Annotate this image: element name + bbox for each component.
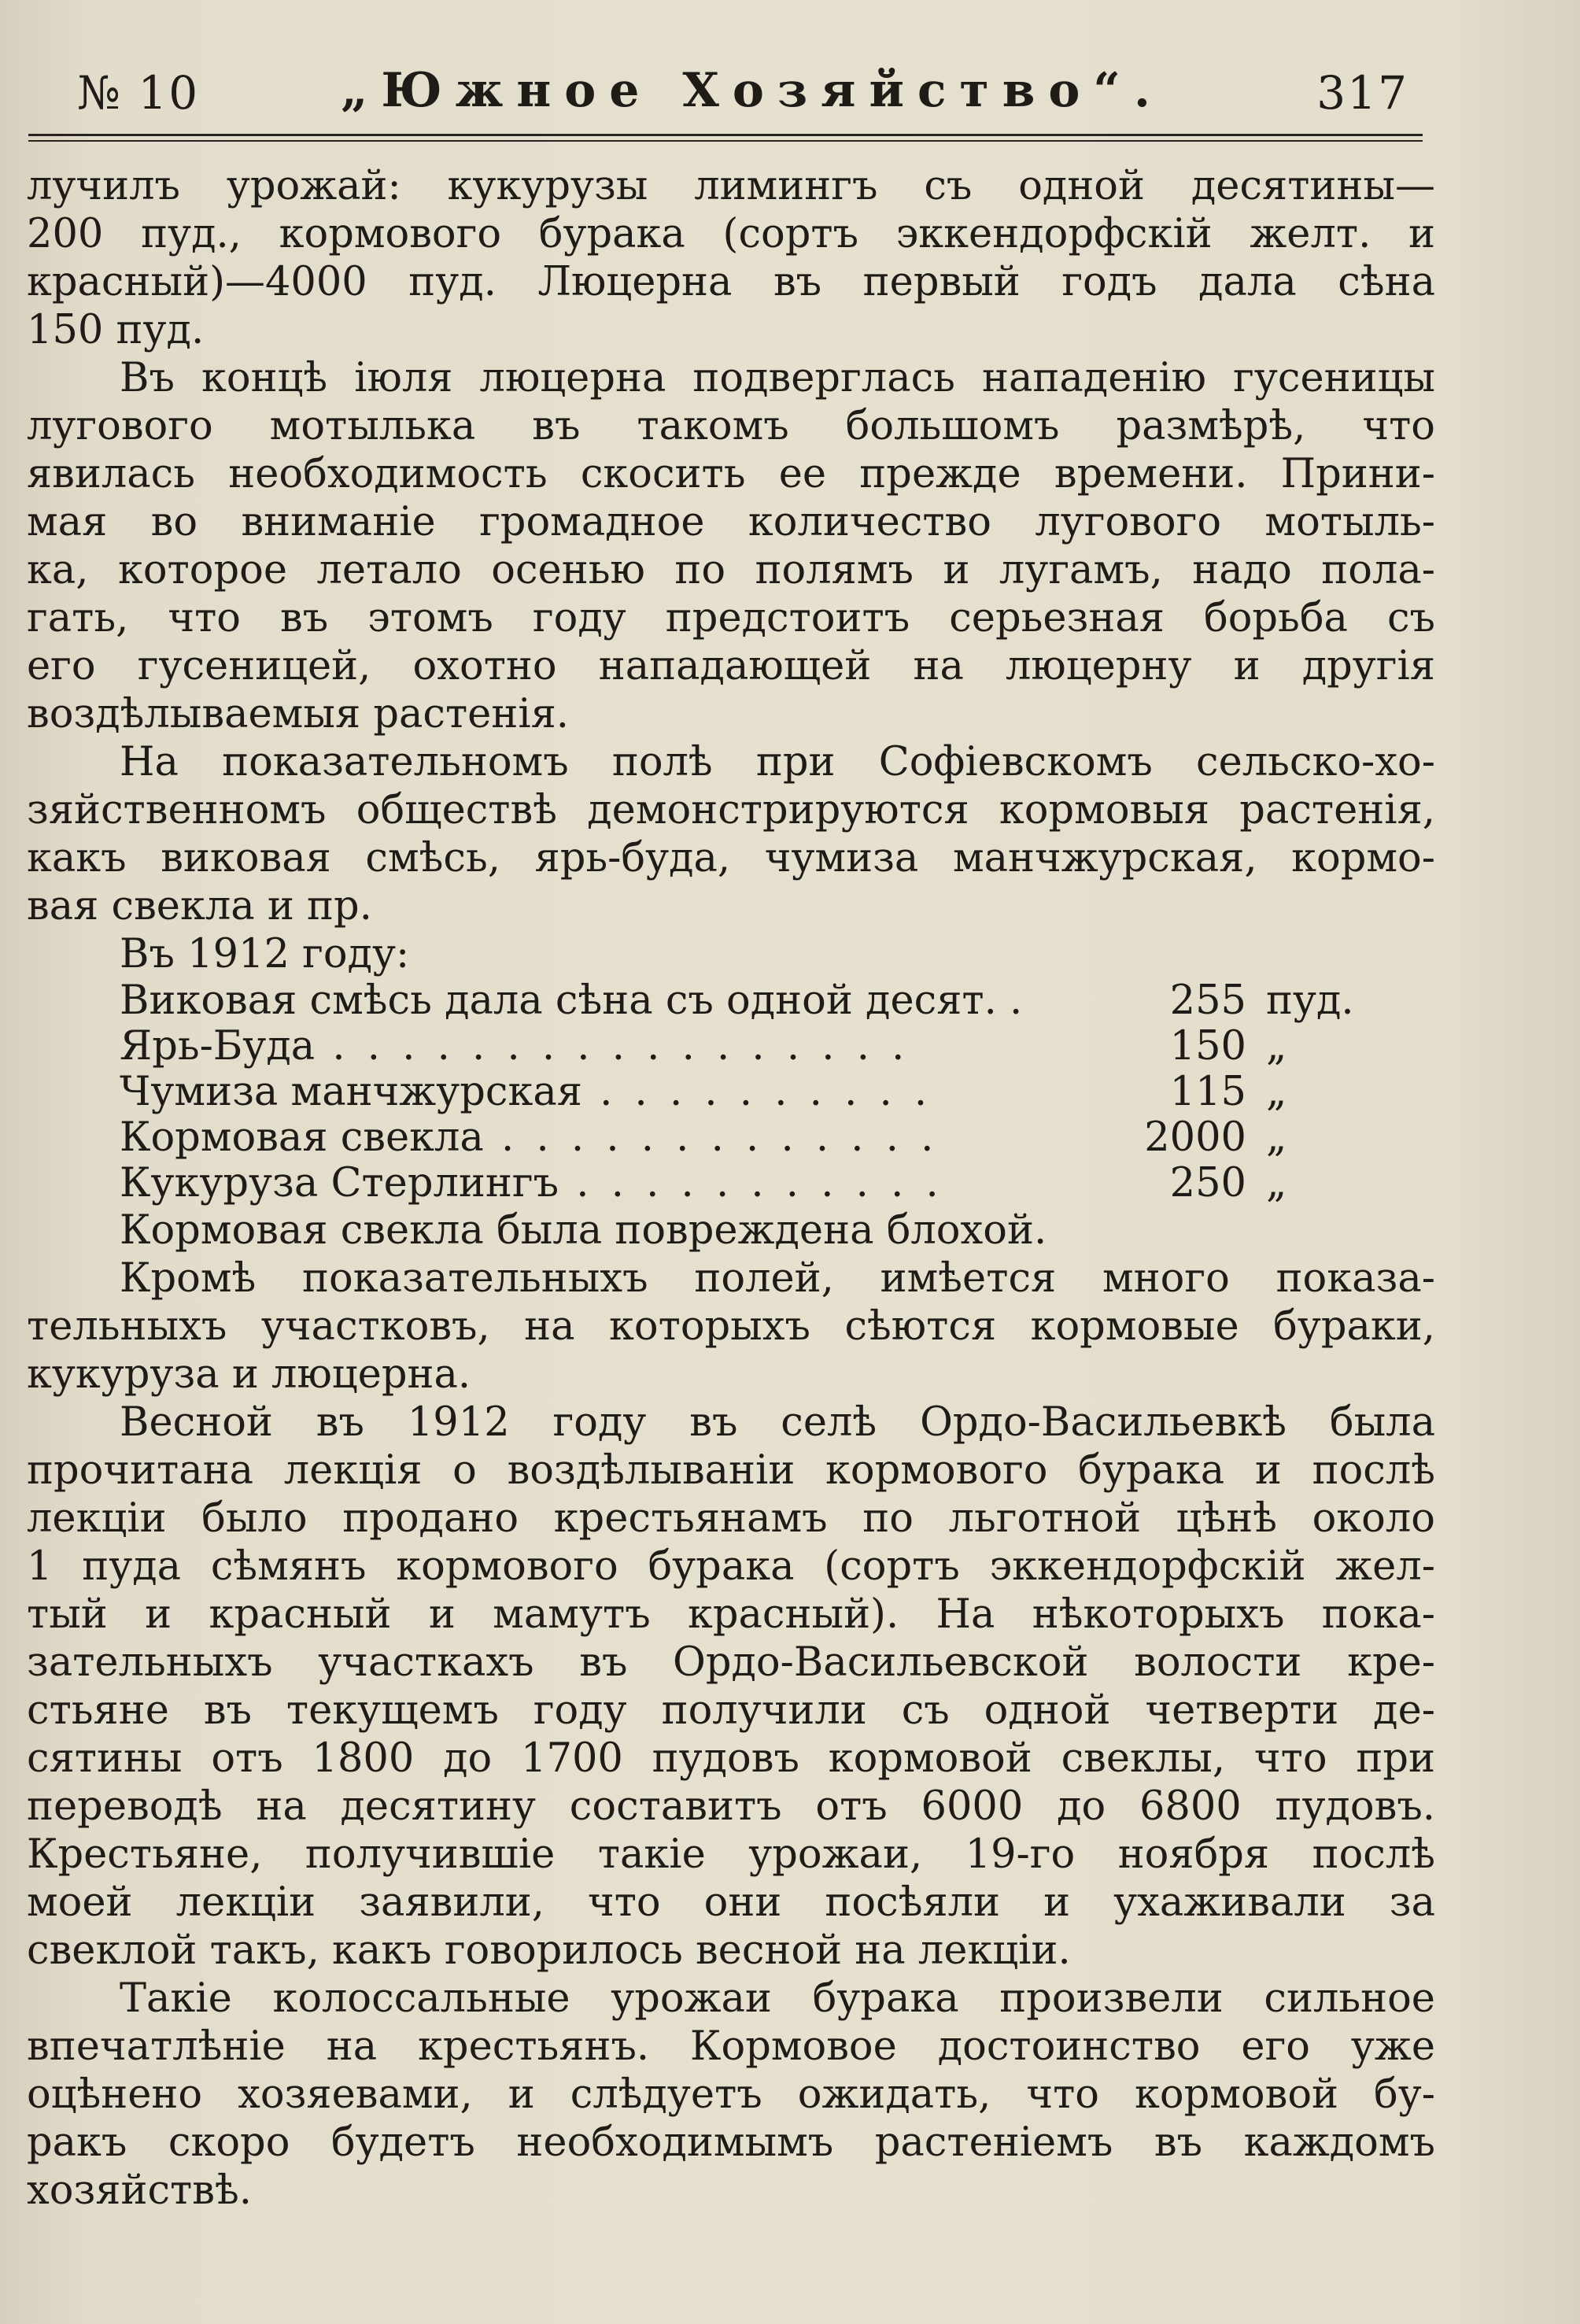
running-header	[69, 63, 1416, 126]
text-line: моей лекціи заявили, что они посѣяли и ухаживали за	[27, 1879, 1435, 1926]
text-line: красный)—4000 пуд. Люцерна въ первый годъ дала сѣна	[27, 259, 1435, 305]
yield-value: 150	[1169, 1023, 1246, 1070]
yield-unit: „	[1266, 1023, 1287, 1070]
text-line: прочитана лекція о воздѣлываніи кормового бурака и послѣ	[27, 1447, 1435, 1494]
yield-unit: „	[1266, 1160, 1287, 1206]
table-intro: Въ 1912 году:	[120, 931, 410, 977]
header-rule	[28, 134, 1423, 136]
text-line: стьяне въ текущемъ году получили съ одной четверти де-	[27, 1687, 1435, 1734]
text-line: явилась необходимость скосить ее прежде времени. Прини-	[27, 451, 1435, 497]
text-line: Крестьяне, получившіе такіе урожаи, 19-го ноября послѣ	[27, 1831, 1435, 1878]
text-line: кукуруза и люцерна.	[27, 1351, 471, 1398]
yield-unit: „	[1266, 1069, 1287, 1115]
table-row	[27, 1115, 1435, 1161]
text-line: лучилъ урожай: кукурузы лимингъ съ одной десятины—	[27, 163, 1435, 209]
yield-value: 250	[1169, 1160, 1246, 1206]
table-row	[27, 1024, 1435, 1070]
table-row	[27, 1161, 1435, 1206]
text-line: сятины отъ 1800 до 1700 пудовъ кормовой свеклы, что при	[27, 1735, 1435, 1782]
text-line: гать, что въ этомъ году предстоитъ серьезная борьба съ	[27, 595, 1435, 641]
text-line: его гусеницей, охотно нападающей на люцерну и другія	[27, 643, 1435, 689]
text-line: свеклой такъ, какъ говорилось весной на лекціи.	[27, 1927, 1071, 1974]
issue-number: № 10	[77, 66, 200, 120]
text-line: ка, которое летало осенью по полямъ и лугамъ, надо пола-	[27, 547, 1435, 593]
text-line: 200 пуд., кормового бурака (сортъ эккендорфскій желт. и	[27, 211, 1435, 257]
text-line: зательныхъ участкахъ въ Ордо-Васильевской волости кре-	[27, 1639, 1435, 1686]
text-line: 150 пуд.	[27, 307, 205, 353]
crop-name: Кормовая свекла	[120, 1114, 484, 1161]
text-line: лугового мотылька въ такомъ большомъ размѣрѣ, что	[27, 403, 1435, 449]
leader-dots: . . . . . . . . . . . . .	[483, 1114, 939, 1161]
text-line: вая свекла и пр.	[27, 883, 372, 929]
table-note: Кормовая свекла была повреждена блохой.	[120, 1207, 1047, 1254]
text-line: На показательномъ полѣ при Софіевскомъ сельско-хо-	[120, 739, 1435, 785]
text-line: ракъ скоро будетъ необходимымъ растеніемъ въ каждомъ	[27, 2119, 1435, 2166]
text-line: лекціи было продано крестьянамъ по льготной цѣнѣ около	[27, 1495, 1435, 1542]
leader-dots: . . . . . . . . . . .	[559, 1160, 943, 1206]
text-line: зяйственномъ обществѣ демонстрируются кормовыя растенія,	[27, 787, 1435, 833]
crop-name: Виковая смѣсь дала сѣна съ одной десят. .	[120, 977, 1023, 1024]
text-line: хозяйствѣ.	[27, 2167, 252, 2214]
text-line: какъ виковая смѣсь, ярь-буда, чумиза манчжурская, кормо-	[27, 835, 1435, 881]
table-row	[27, 1070, 1435, 1115]
header-rule-thin	[28, 140, 1423, 142]
text-line: Такіе колоссальные урожаи бурака произвели сильное	[120, 1975, 1435, 2022]
text-line: воздѣлываемыя растенія.	[27, 691, 570, 737]
yield-value: 115	[1169, 1069, 1246, 1115]
text-line: Кромѣ показательныхъ полей, имѣется много показа-	[120, 1255, 1435, 1302]
page-number: 317	[1316, 66, 1408, 120]
text-line: 1 пуда сѣмянъ кормового бурака (сортъ эккендорфскій жел-	[27, 1543, 1435, 1590]
leader-dots: . . . . . . . . . .	[581, 1069, 932, 1115]
text-line: впечатлѣніе на крестьянъ. Кормовое достоинство его уже	[27, 2023, 1435, 2070]
text-line: тельныхъ участковъ, на которыхъ сѣются кормовые бураки,	[27, 1303, 1435, 1350]
yield-unit: „	[1266, 1114, 1287, 1161]
yield-value: 2000	[1144, 1114, 1246, 1161]
yield-value: 255	[1169, 977, 1246, 1024]
text-line: оцѣнено хозяевами, и слѣдуетъ ожидать, что кормовой бу-	[27, 2071, 1435, 2118]
crop-name: Ярь-Буда	[120, 1023, 316, 1070]
text-line: переводѣ на десятину составитъ отъ 6000 до 6800 пудовъ.	[27, 1783, 1435, 1830]
journal-title: „Южное Хозяйство“.	[341, 63, 1164, 118]
text-line: мая во вниманіе громадное количество лугового мотыль-	[27, 499, 1435, 545]
leader-dots: . . . . . . . . . . . . . . . . .	[315, 1023, 910, 1070]
yield-unit: пуд.	[1266, 977, 1354, 1024]
article-body	[27, 162, 1435, 2215]
table-row	[27, 978, 1435, 1024]
text-line: Весной въ 1912 году въ селѣ Ордо-Васильевкѣ была	[120, 1399, 1435, 1446]
crop-name: Чумиза манчжурская	[120, 1069, 582, 1115]
text-line: тый и красный и мамутъ красный). На нѣкоторыхъ пока-	[27, 1591, 1435, 1638]
text-line: Въ концѣ іюля люцерна подверглась нападенію гусеницы	[120, 355, 1435, 401]
yield-table	[27, 978, 1435, 1206]
crop-name: Кукуруза Стерлингъ	[120, 1160, 559, 1206]
